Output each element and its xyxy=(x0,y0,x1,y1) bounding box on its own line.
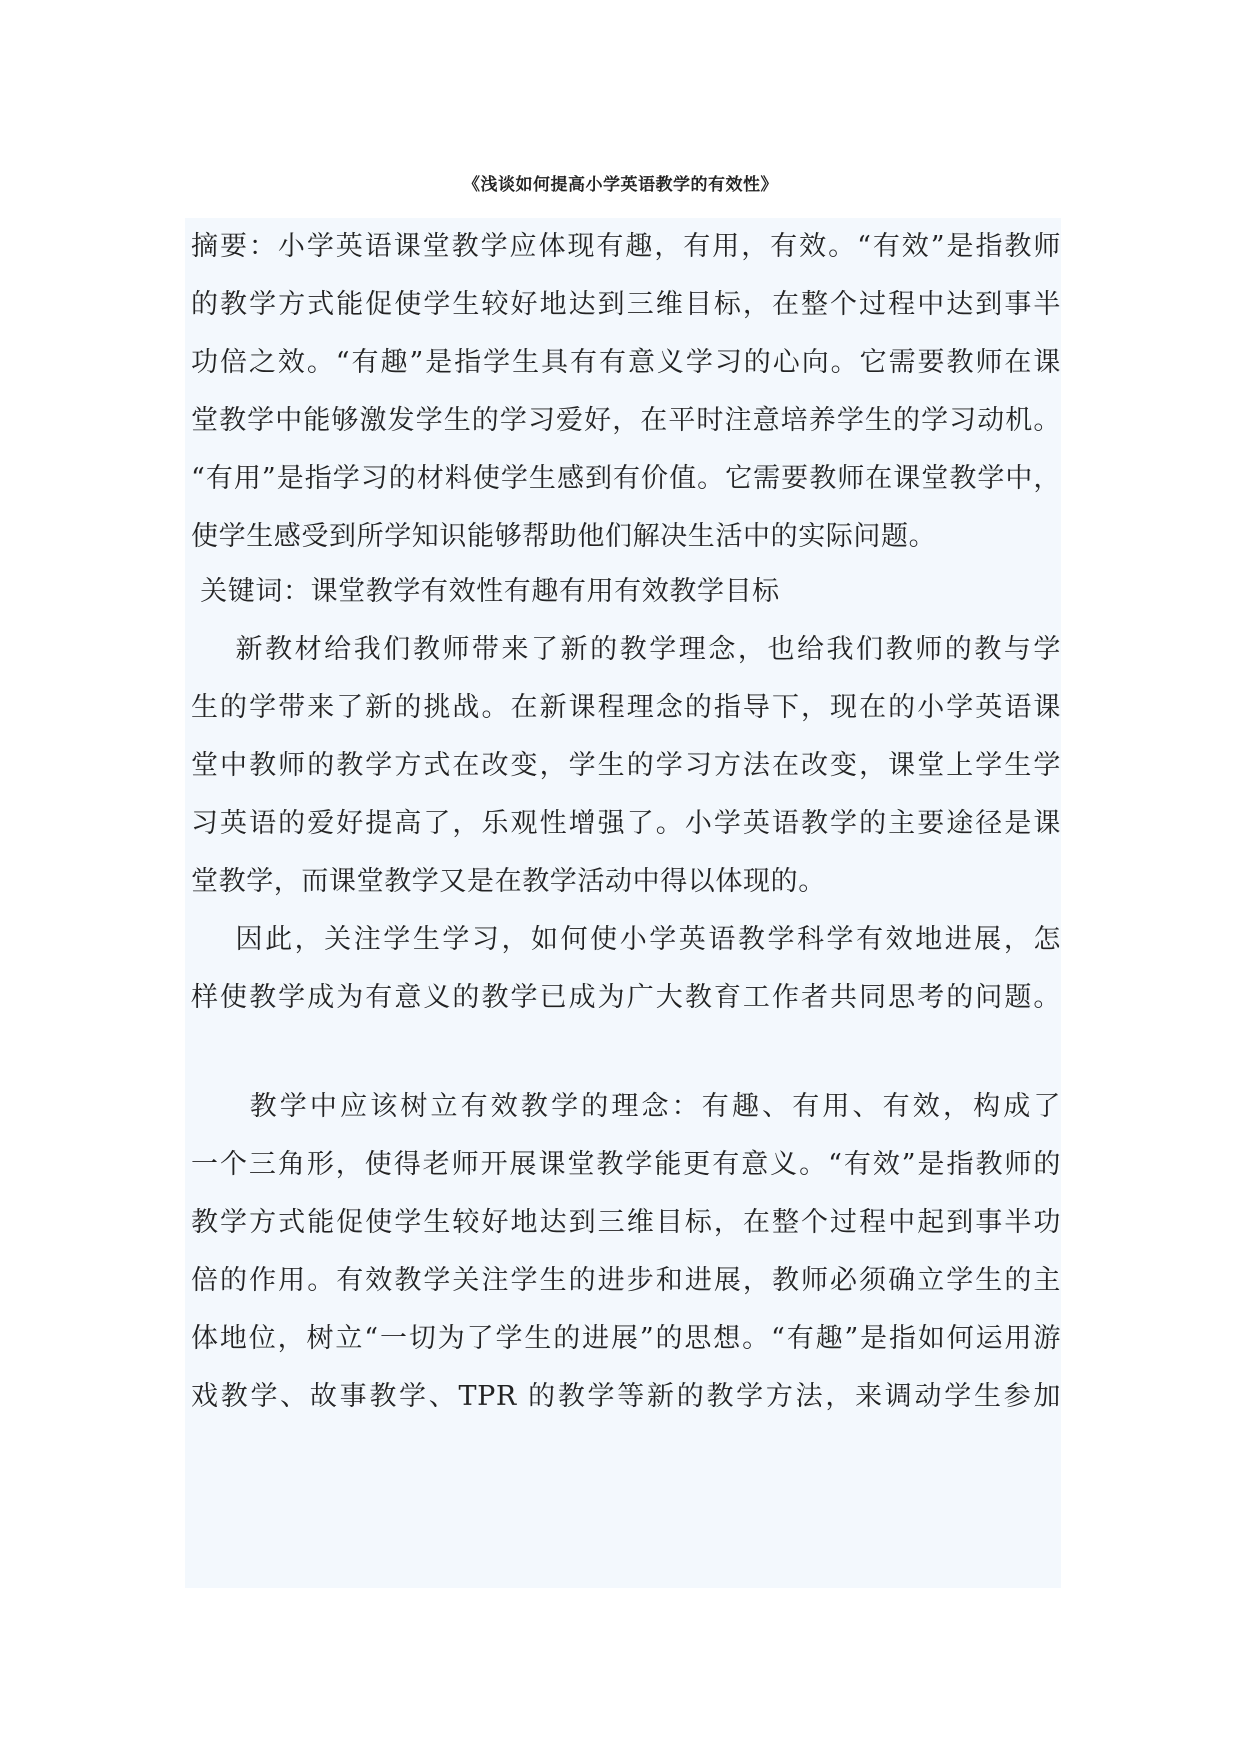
paragraph-2-line-1: 因此，关注学生学习，如何使小学英语教学科学有效地进展，怎 xyxy=(191,924,1061,955)
paragraph-3-line-2: 一个三角形，使得老师开展课堂教学能更有意义。“有效”是指教师的 xyxy=(191,1149,1061,1180)
paragraph-1-line-1: 新教材给我们教师带来了新的教学理念，也给我们教师的教与学 xyxy=(191,634,1061,665)
paragraph-3-line-1: 教学中应该树立有效教学的理念：有趣、有用、有效，构成了 xyxy=(191,1091,1061,1122)
abstract-line-3: 功倍之效。“有趣”是指学生具有有意义学习的心向。它需要教师在课 xyxy=(191,347,1061,378)
paragraph-1-line-5: 堂教学，而课堂教学又是在教学活动中得以体现的。 xyxy=(191,866,826,897)
paragraph-3-line-3: 教学方式能促使学生较好地达到三维目标，在整个过程中起到事半功 xyxy=(191,1207,1061,1238)
paragraph-3-line-6: 戏教学、故事教学、TPR 的教学等新的教学方法，来调动学生参加 xyxy=(191,1381,1061,1412)
paragraph-1-line-3: 堂中教师的教学方式在改变，学生的学习方法在改变，课堂上学生学 xyxy=(191,750,1061,781)
paragraph-2-line-2: 样使教学成为有意义的教学已成为广大教育工作者共同思考的问题。 xyxy=(191,982,1061,1013)
keywords-line: 关键词：课堂教学有效性有趣有用有效教学目标 xyxy=(191,576,780,607)
paragraph-3-line-4: 倍的作用。有效教学关注学生的进步和进展，教师必须确立学生的主 xyxy=(191,1265,1061,1296)
paragraph-1-line-4: 习英语的爱好提高了，乐观性增强了。小学英语教学的主要途径是课 xyxy=(191,808,1061,839)
document-body xyxy=(185,218,1061,1588)
document-title: 《浅谈如何提高小学英语教学的有效性》 xyxy=(463,175,778,195)
abstract-line-4: 堂教学中能够激发学生的学习爱好，在平时注意培养学生的学习动机。 xyxy=(191,405,1061,436)
abstract-line-6: 使学生感受到所学知识能够帮助他们解决生活中的实际问题。 xyxy=(191,521,937,552)
paragraph-3-line-5: 体地位，树立“一切为了学生的进展”的思想。“有趣”是指如何运用游 xyxy=(191,1323,1061,1354)
abstract-line-2: 的教学方式能促使学生较好地达到三维目标，在整个过程中达到事半 xyxy=(191,289,1061,320)
abstract-line-5: “有用”是指学习的材料使学生感到有价值。它需要教师在课堂教学中， xyxy=(191,463,1061,494)
abstract-line-1: 摘要：小学英语课堂教学应体现有趣，有用，有效。“有效”是指教师 xyxy=(191,231,1061,262)
paragraph-1-line-2: 生的学带来了新的挑战。在新课程理念的指导下，现在的小学英语课 xyxy=(191,692,1061,723)
